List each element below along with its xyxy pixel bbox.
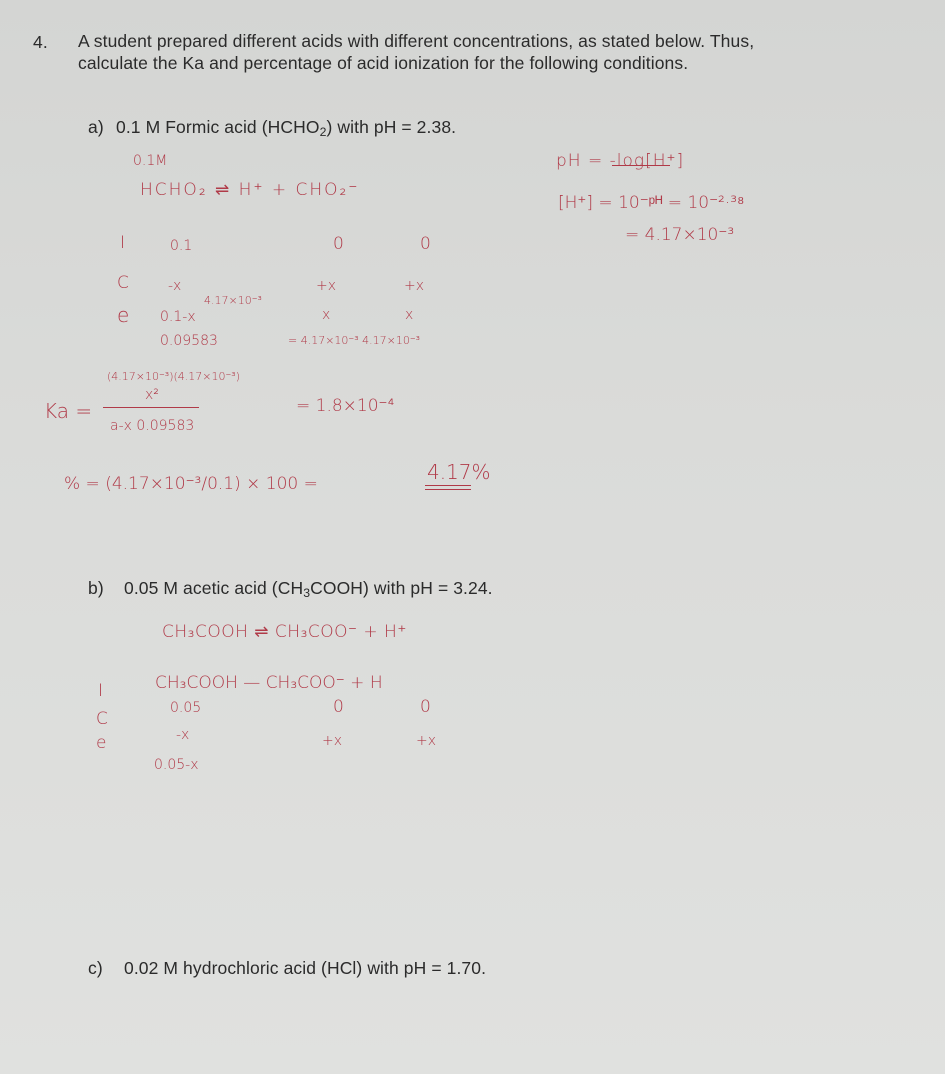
hw-b-equation-1: CH₃COOH ⇌ CH₃COO⁻ + H⁺ <box>162 622 407 642</box>
hw-a-ka-denominator: a-x 0.09583 <box>110 418 195 434</box>
hw-a-c-base: +x <box>404 278 425 294</box>
hw-a-h-conc-2: = 4.17×10⁻³ <box>625 225 735 245</box>
part-b-text: 0.05 M acetic acid $(CH_3COOH)$ with pH = 3.24. <box>124 578 493 600</box>
hw-a-c-acid: -x <box>168 278 182 294</box>
hw-a-double-underline <box>425 485 471 490</box>
hw-a-i-acid: 0.1 <box>170 238 193 254</box>
hw-b-i-h: 0 <box>420 697 431 717</box>
hw-a-e-values: = 4.17×10⁻³ 4.17×10⁻³ <box>288 334 421 347</box>
hw-a-i-h: 0 <box>333 234 344 254</box>
question-number: 4. <box>33 32 48 52</box>
hw-b-c-base: +x <box>322 733 343 749</box>
part-c-text: 0.02 M hydrochloric acid (HCl) with pH = 1.70. <box>124 958 487 978</box>
hw-a-conc: 0.1M <box>133 153 168 169</box>
hw-b-row-e: e <box>96 733 107 753</box>
hw-b-row-i: I <box>98 681 104 701</box>
hw-a-row-c: C <box>117 273 129 293</box>
hw-a-percent-result: 4.17% <box>427 460 491 484</box>
part-b-label: b) <box>88 578 104 598</box>
hw-a-row-e: e <box>117 303 130 327</box>
part-a-text: 0.1 M Formic acid $(HCHO_2)$ with pH = 2.38. <box>116 117 457 139</box>
hw-a-ka-fraction-line <box>103 407 199 408</box>
hw-a-h-conc-1: [H⁺] = 10⁻ᵖᴴ = 10⁻²·³⁸ <box>558 193 745 213</box>
hw-b-i-base: 0 <box>333 697 344 717</box>
hw-a-e-base: x <box>405 307 414 323</box>
hw-a-ph-formula: pH = -log[H⁺] <box>556 151 685 171</box>
hw-a-strikethrough <box>612 165 670 166</box>
hw-a-c-h: +x <box>316 278 337 294</box>
hw-a-e-acid: 0.1-x <box>160 309 196 325</box>
hw-b-c-h: +x <box>416 733 437 749</box>
hw-b-i-acid: 0.05 <box>170 700 202 716</box>
hw-a-i-base: 0 <box>420 234 431 254</box>
hw-a-e-h: x <box>322 307 331 323</box>
hw-b-row-c: C <box>96 709 108 729</box>
hw-a-ka-numerator-x: x² <box>145 387 159 403</box>
hw-b-c-acid: -x <box>176 727 190 743</box>
hw-b-e-acid: 0.05-x <box>154 757 199 773</box>
hw-a-ka-label: Ka = <box>44 399 93 423</box>
question-text-line2: calculate the Ka and percentage of acid ionization for the following conditions. <box>78 53 689 73</box>
hw-a-e-acid-value: 0.09583 <box>160 333 218 349</box>
hw-a-equation: HCHO₂ ⇌ H⁺ + CHO₂⁻ <box>140 180 360 200</box>
hw-a-row-i: I <box>120 233 126 253</box>
hw-a-ka-numerator: (4.17×10⁻³)(4.17×10⁻³) <box>107 370 241 383</box>
question-text-line1: A student prepared different acids with different concentrations, as stated below. Thus, <box>78 31 755 51</box>
hw-a-percent-line: % = (4.17×10⁻³/0.1) × 100 = <box>64 474 318 494</box>
part-c-label: c) <box>88 958 103 978</box>
hw-b-equation-2: CH₃COOH — CH₃COO⁻ + H <box>155 673 383 693</box>
hw-a-ka-result: = 1.8×10⁻⁴ <box>296 396 395 416</box>
hw-a-e-note: 4.17×10⁻³ <box>204 294 262 307</box>
part-a-label: a) <box>88 117 104 137</box>
